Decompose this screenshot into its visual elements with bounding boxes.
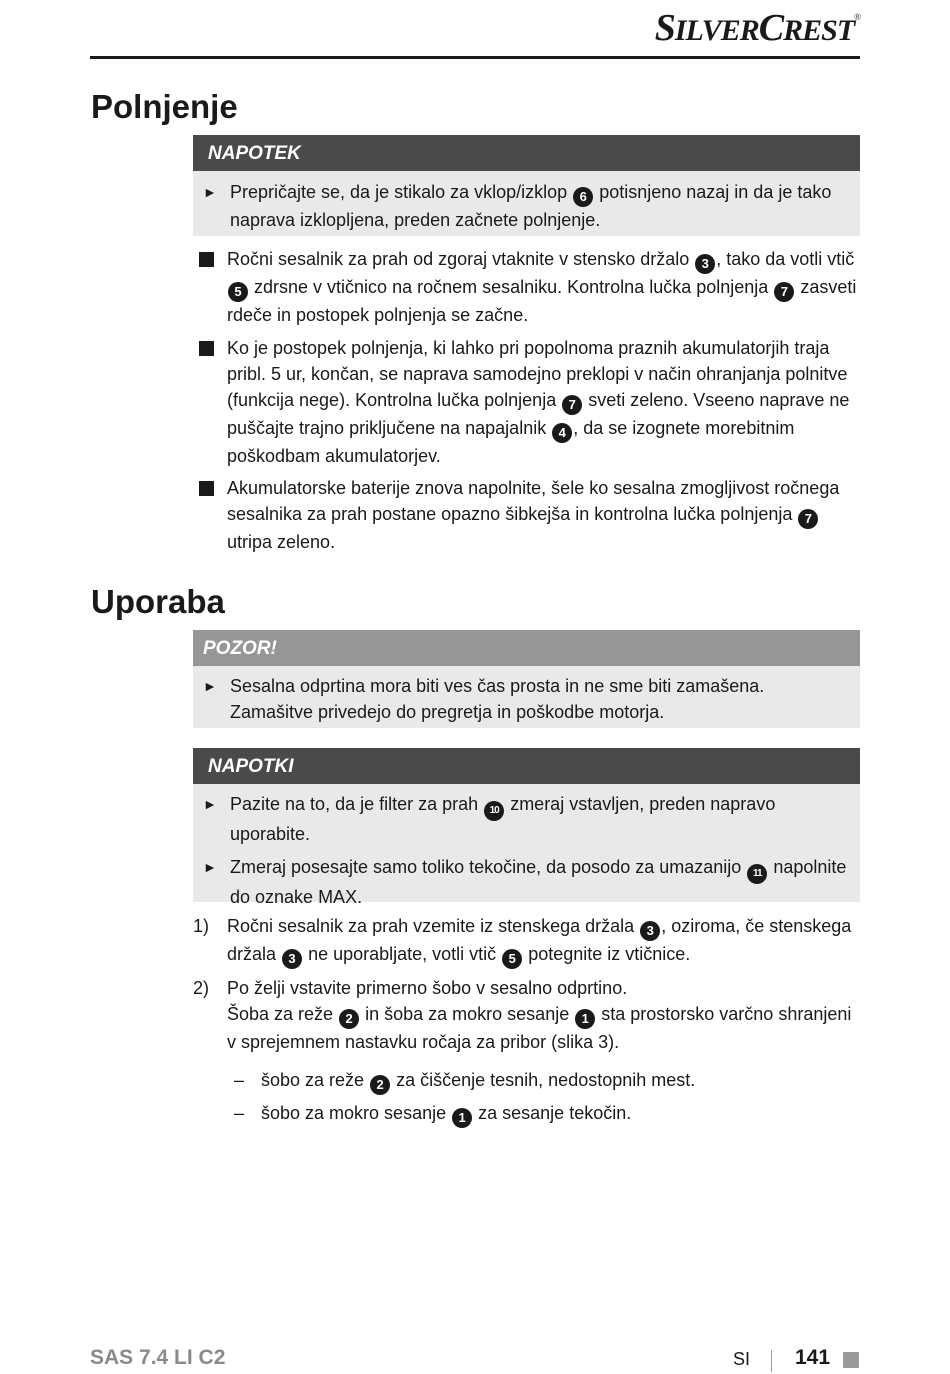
square-bullet-icon xyxy=(199,252,214,267)
ref-number-icon: 5 xyxy=(228,282,248,302)
ref-number-icon: 7 xyxy=(798,509,818,529)
note-box-charging xyxy=(193,135,860,236)
ref-number-icon: 10 xyxy=(484,801,504,821)
arrow-bullet-icon: ► xyxy=(203,796,217,812)
ref-number-icon: 3 xyxy=(282,949,302,969)
ref-number-icon: 2 xyxy=(339,1009,359,1029)
note-item: ► Pazite na to, da je filter za prah 10 zmeraj vstavljen, preden napravo uporabite. xyxy=(193,791,860,847)
notes-box-usage xyxy=(193,748,860,907)
section-title-charging: Polnjenje xyxy=(91,88,238,125)
sub-item: – šobo za reže 2 za čiščenje tesnih, nedostopnih mest. xyxy=(261,1067,859,1095)
footer-square-icon xyxy=(843,1352,859,1368)
notes-box-title: NAPOTKI xyxy=(193,748,860,784)
warning-box-title: POZOR! xyxy=(193,630,860,666)
footer-language: SI xyxy=(733,1349,751,1369)
header-rule xyxy=(90,56,860,59)
square-bullet-icon xyxy=(199,481,214,496)
page-number: 141 xyxy=(795,1346,831,1369)
step-item: 1) Ročni sesalnik za prah vzemite iz stenskega držala 3 , oziroma, če stenskega držala 3 ne uporabljate, votli vtič 5 potegnite iz vtičnice. xyxy=(227,913,859,969)
arrow-bullet-icon: ► xyxy=(203,184,217,200)
square-bullet-icon xyxy=(199,341,214,356)
arrow-bullet-icon: ► xyxy=(203,859,217,875)
warning-item: ► Sesalna odprtina mora biti ves čas prosta in ne sme biti zamašena. Zamašitve privedejo do pregretja in poškodbe motorja. xyxy=(193,673,860,725)
ref-number-icon: 5 xyxy=(502,949,522,969)
ref-number-icon: 3 xyxy=(695,254,715,274)
step-number: 2) xyxy=(193,978,210,998)
ref-number-icon: 7 xyxy=(774,282,794,302)
section-title-usage: Uporaba xyxy=(91,583,225,620)
ref-number-icon: 1 xyxy=(575,1009,595,1029)
ref-number-icon: 7 xyxy=(562,395,582,415)
footer-separator xyxy=(771,1350,772,1372)
step-item: 2) Po želji vstavite primerno šobo v sesalno odprtino. Šoba za reže 2 in šoba za mokro sesanje 1 sta prostorsko varčno shranjeni v sprejemnem nastavku ročaja za pribor (slika 3). xyxy=(227,975,859,1055)
footer-model: SAS 7.4 LI C2 xyxy=(90,1346,226,1369)
warning-box xyxy=(193,630,860,728)
brand-logo: SILVERCREST® xyxy=(654,7,860,49)
ref-number-icon: 6 xyxy=(573,187,593,207)
ref-number-icon: 2 xyxy=(370,1075,390,1095)
ref-number-icon: 11 xyxy=(747,864,767,884)
bullet-item: Ročni sesalnik za prah od zgoraj vtaknite v stensko držalo 3 , tako da votli vtič 5 zdrsne v vtičnico na ročnem sesalniku. Kontrolna lučka polnjenja 7 zasveti rdeče in postopek polnjenja se začne. xyxy=(227,246,859,328)
ref-number-icon: 1 xyxy=(452,1108,472,1128)
ref-number-icon: 4 xyxy=(552,423,572,443)
bullet-item: Ko je postopek polnjenja, ki lahko pri popolnoma praznih akumulatorjih traja pribl. 5 ur, končan, se naprava samodejno preklopi v način ohranjanja polnitve (funkcija nege). Kontrolna lučka polnjenja 7 sveti zeleno. Vseeno naprave ne puščajte trajno priključene na napajalnik 4 , da se izognete morebitnim poškodbam akumulatorjev. xyxy=(227,335,859,469)
note-item: ► Prepričajte se, da je stikalo za vklop/izklop 6 potisnjeno nazaj in da je tako naprava izklopljena, preden začnete polnjenje. xyxy=(193,179,860,233)
bullet-item: Akumulatorske baterije znova napolnite, šele ko sesalna zmogljivost ročnega sesalnika za prah postane opazno šibkejša in kontrolna lučka polnjenja 7 utripa zeleno. xyxy=(227,475,859,555)
note-box-title: NAPOTEK xyxy=(193,135,860,171)
arrow-bullet-icon: ► xyxy=(203,678,217,694)
step-number: 1) xyxy=(193,916,210,936)
ref-number-icon: 3 xyxy=(640,921,660,941)
sub-item: – šobo za mokro sesanje 1 za sesanje tekočin. xyxy=(261,1100,859,1128)
note-item: ► Zmeraj posesajte samo toliko tekočine, da posodo za umazanijo 11 napolnite do oznake MAX. xyxy=(193,854,860,910)
